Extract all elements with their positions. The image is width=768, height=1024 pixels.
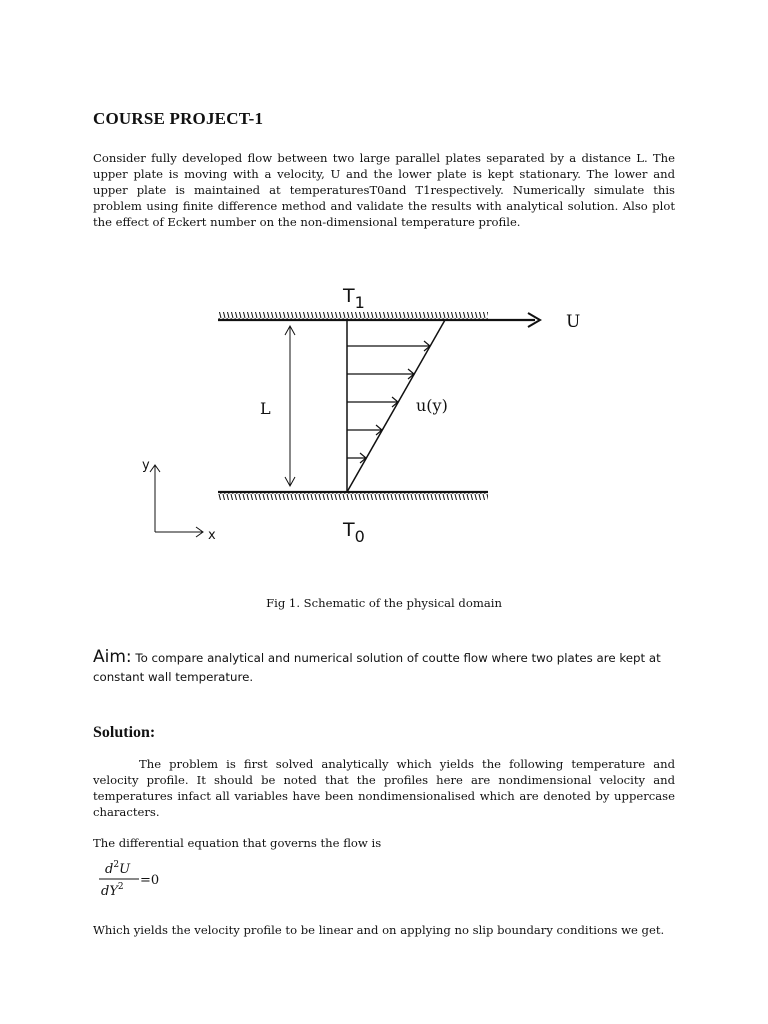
governing-equation (95, 853, 175, 903)
label-x: x (208, 528, 216, 543)
upper-plate (218, 312, 540, 327)
label-y: y (142, 458, 150, 473)
velocity-arrow-3 (347, 397, 398, 407)
svg-text:=0: =0 (140, 873, 160, 888)
label-l: L (260, 399, 271, 418)
course-title: COURSE PROJECT-1 (93, 109, 264, 128)
coordinate-axes (150, 465, 203, 537)
velocity-arrow-4 (347, 425, 382, 435)
label-t0: $T_0$ (343, 519, 365, 546)
lower-plate (218, 492, 488, 500)
solution-heading: Solution: (93, 724, 156, 741)
velocity-arrow-2 (347, 369, 414, 379)
svg-text:d2U: $d^2U$ (105, 860, 131, 877)
solution-paragraph: The problem is first solved analytically which yields the following temperature and velocity profile. It should be noted that the profiles here are nondimensional velocity and temperatures infact all variables have been nondimensionalised which are denoted by uppercase characters. (93, 757, 675, 819)
label-t1: $T_1$ (343, 285, 365, 312)
svg-text:dY2: $dY^2$ (101, 882, 124, 899)
intro-paragraph: Consider fully developed flow between two large parallel plates separated by a distance L. The upper plate is moving with a velocity, U and the lower plate is kept stationary. The lower and upper plate is maintained at temperaturesT0and T1respectively. Numerically simulate this problem using finite difference method and validate the results with analytical solution. Also plot the effect of Eckert number on the non-dimensional temperature profile. (93, 151, 675, 229)
label-uy: u(y) (416, 396, 448, 415)
label-u: U (566, 312, 581, 332)
couette-flow-schematic (130, 270, 600, 560)
figure-caption: Fig 1. Schematic of the physical domain (266, 596, 502, 610)
length-dimension (285, 326, 295, 486)
aim-label: Aim: (93, 647, 132, 667)
governing-equation-text: The differential equation that governs the flow is (93, 836, 382, 850)
velocity-arrow-1 (347, 341, 430, 351)
aim-section (93, 648, 683, 687)
conclusion-text: Which yields the velocity profile to be linear and on applying no slip boundary conditions we get. (93, 923, 665, 937)
aim-text: To compare analytical and numerical solution of coutte flow where two plates are kept at constant wall temperature. (93, 651, 661, 684)
velocity-arrow-5 (347, 453, 366, 463)
